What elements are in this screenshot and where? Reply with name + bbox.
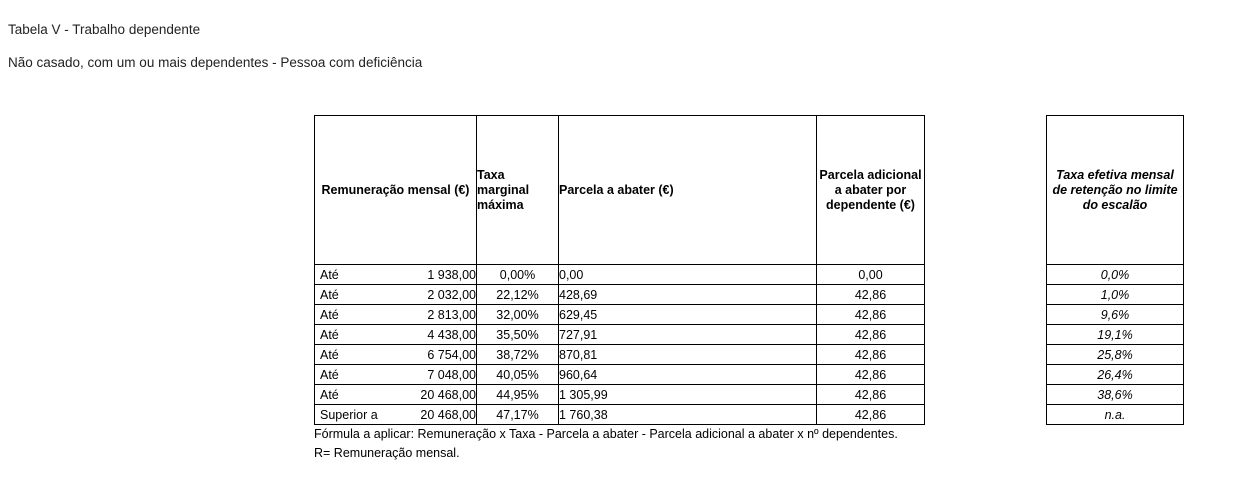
cell-taxa-efetiva: 26,4% (1047, 365, 1184, 385)
document-title-block (8, 20, 422, 73)
cell-adicional: 42,86 (817, 325, 925, 345)
cell-taxa: 0,00% (477, 265, 559, 285)
cell-limite: 2 032,00 (427, 287, 476, 302)
column-header-taxa-line2: marginal (477, 182, 530, 197)
column-header-taxa (477, 116, 559, 265)
cell-prefix: Até (320, 347, 339, 362)
column-header-adicional-line1: Parcela adicional (819, 167, 922, 182)
cell-limite: 20 468,00 (420, 407, 476, 422)
cell-adicional: 42,86 (817, 365, 925, 385)
table-row (315, 405, 925, 425)
cell-adicional: 42,86 (817, 305, 925, 325)
table-row (315, 325, 925, 345)
effective-header-row (1047, 116, 1184, 265)
cell-taxa-efetiva: 38,6% (1047, 385, 1184, 405)
cell-taxa-efetiva: 19,1% (1047, 325, 1184, 345)
page-subtitle: Não casado, com um ou mais dependentes - Pessoa com deficiência (8, 55, 423, 70)
cell-taxa: 38,72% (477, 345, 559, 365)
page-title: Tabela V - Trabalho dependente (8, 22, 201, 37)
table-row (315, 345, 925, 365)
cell-limite: 4 438,00 (427, 327, 476, 342)
cell-adicional: 42,86 (817, 405, 925, 425)
cell-parcela: 960,64 (559, 365, 817, 385)
cell-taxa-efetiva: 25,8% (1047, 345, 1184, 365)
cell-parcela: 0,00 (559, 265, 817, 285)
column-header-adicional-line2: a abater por (834, 182, 907, 197)
cell-limite: 1 938,00 (427, 267, 476, 282)
column-header-taxa-line1: Taxa (477, 167, 505, 182)
note-legend: R= Remuneração mensal. (314, 446, 460, 460)
cell-parcela: 870,81 (559, 345, 817, 365)
cell-prefix: Até (320, 287, 339, 302)
cell-prefix: Até (320, 267, 339, 282)
column-header-adicional-line3: dependente (€) (826, 197, 915, 212)
cell-remuneracao (315, 285, 477, 305)
cell-prefix: Superior a (320, 407, 378, 422)
cell-taxa-efetiva: n.a. (1047, 405, 1184, 425)
cell-parcela: 629,45 (559, 305, 817, 325)
cell-parcela: 428,69 (559, 285, 817, 305)
table-row (1047, 345, 1184, 365)
table-row (1047, 405, 1184, 425)
cell-taxa-efetiva: 9,6% (1047, 305, 1184, 325)
table-row (315, 385, 925, 405)
cell-taxa-efetiva: 1,0% (1047, 285, 1184, 305)
effective-rate-table (1046, 115, 1184, 425)
table-row (315, 285, 925, 305)
cell-remuneracao (315, 305, 477, 325)
cell-limite: 6 754,00 (427, 347, 476, 362)
column-header-taxa-efetiva (1047, 116, 1184, 265)
cell-parcela: 1 760,38 (559, 405, 817, 425)
table-notes (314, 425, 898, 463)
effective-header-line2: de retenção no limite (1052, 182, 1178, 197)
table-row (1047, 365, 1184, 385)
cell-taxa: 22,12% (477, 285, 559, 305)
cell-remuneracao (315, 325, 477, 345)
effective-header-line3: do escalão (1082, 197, 1148, 212)
cell-prefix: Até (320, 307, 339, 322)
cell-remuneracao (315, 265, 477, 285)
cell-parcela: 1 305,99 (559, 385, 817, 405)
table-row (1047, 305, 1184, 325)
cell-limite: 20 468,00 (420, 387, 476, 402)
cell-adicional: 42,86 (817, 385, 925, 405)
cell-adicional: 42,86 (817, 285, 925, 305)
cell-taxa-efetiva: 0,0% (1047, 265, 1184, 285)
cell-adicional: 0,00 (817, 265, 925, 285)
cell-remuneracao (315, 405, 477, 425)
column-header-taxa-line3: máxima (477, 197, 524, 212)
table-row (1047, 325, 1184, 345)
table-row (1047, 265, 1184, 285)
cell-taxa: 40,05% (477, 365, 559, 385)
table-row (1047, 285, 1184, 305)
cell-taxa: 32,00% (477, 305, 559, 325)
column-header-remuneracao: Remuneração mensal (€) (315, 116, 477, 265)
table-row (315, 265, 925, 285)
table-row (315, 305, 925, 325)
table-row (315, 365, 925, 385)
cell-parcela: 727,91 (559, 325, 817, 345)
cell-prefix: Até (320, 327, 339, 342)
note-formula: Fórmula a aplicar: Remuneração x Taxa - Parcela a abater - Parcela adicional a abater x nº dependentes. (314, 427, 898, 441)
cell-limite: 2 813,00 (427, 307, 476, 322)
effective-header-line1: Taxa efetiva mensal (1056, 167, 1174, 182)
cell-prefix: Até (320, 387, 339, 402)
cell-adicional: 42,86 (817, 345, 925, 365)
cell-taxa: 47,17% (477, 405, 559, 425)
column-header-parcela: Parcela a abater (€) (559, 116, 817, 265)
column-header-parcela-adicional (817, 116, 925, 265)
cell-taxa: 35,50% (477, 325, 559, 345)
cell-taxa: 44,95% (477, 385, 559, 405)
withholding-table (314, 115, 925, 425)
table-header-row (315, 116, 925, 265)
cell-remuneracao (315, 365, 477, 385)
cell-remuneracao (315, 385, 477, 405)
cell-limite: 7 048,00 (427, 367, 476, 382)
cell-prefix: Até (320, 367, 339, 382)
table-row (1047, 385, 1184, 405)
cell-remuneracao (315, 345, 477, 365)
